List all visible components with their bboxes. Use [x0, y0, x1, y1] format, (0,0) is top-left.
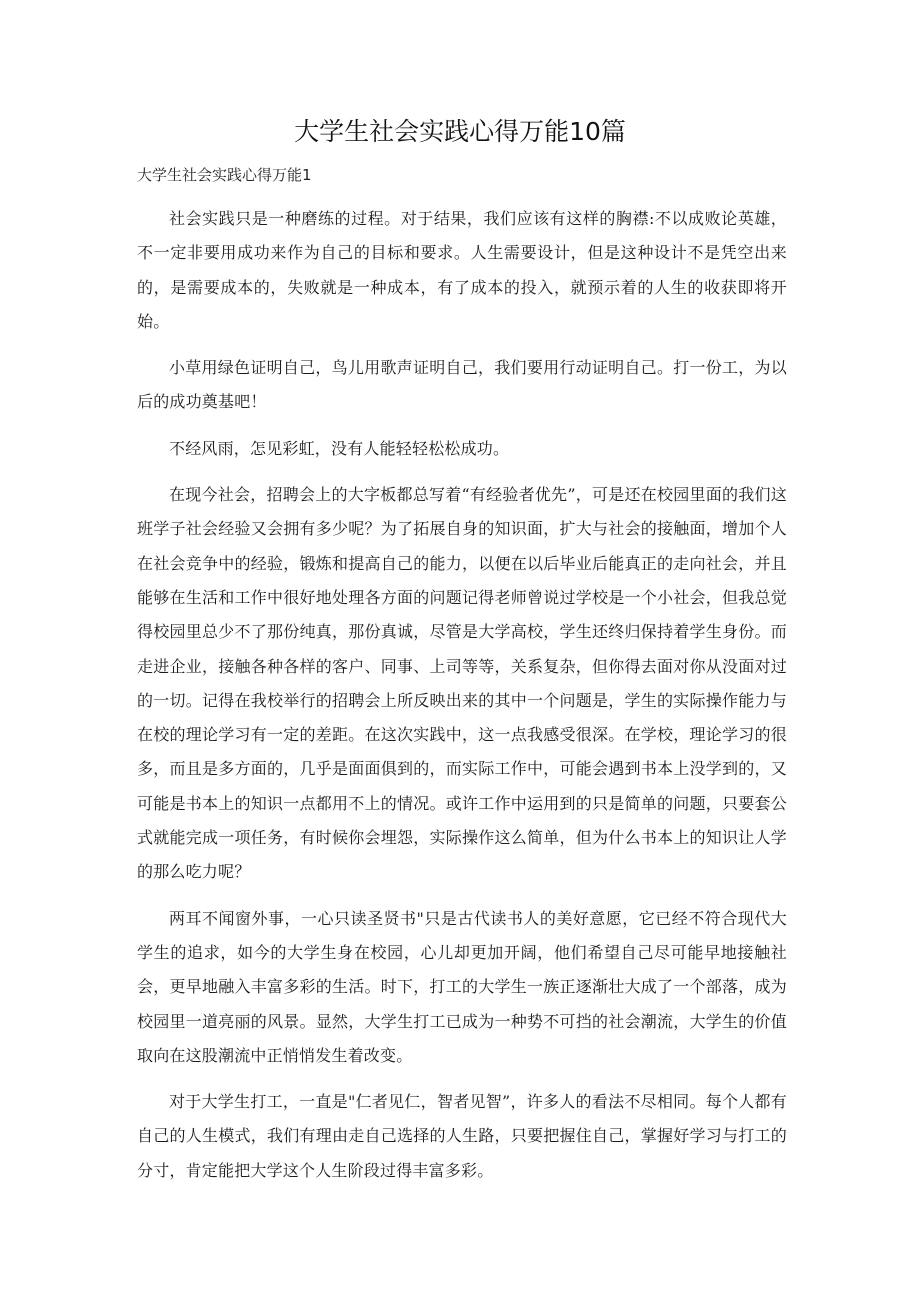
document-title: 大学生社会实践心得万能10篇 [294, 117, 626, 146]
document-body [137, 160, 787, 1200]
paragraph-4: 在现今社会，招聘会上的大字板都总写着“有经验者优先”，可是还在校园里面的我们这班学子社会经验又会拥有多少呢？为了拓展自身的知识面，扩大与社会的接触面，增加个人在社会竞争中的经验，锻炼和提高自己的能力，以便在以后毕业后能真正的走向社会，并且能够在生活和工作中很好地处理各方面的问题记得老师曾说过学校是一个小社会，但我总觉得校园里总少不了那份纯真，那份真诚，尽管是大学高校，学生还终归保持着学生身份。而走进企业，接触各种各样的客户、同事、上司等等，关系复杂，但你得去面对你从没面对过的一切。记得在我校举行的招聘会上所反映出来的其中一个问题是，学生的实际操作能力与在校的理论学习有一定的差距。在这次实践中，这一点我感受很深。在学校，理论学习的很多，而且是多方面的，几乎是面面俱到的，而实际工作中，可能会遇到书本上没学到的，又可能是书本上的知识一点都用不上的情况。或许工作中运用到的只是简单的问题，只要套公式就能完成一项任务，有时候你会埋怨，实际操作这么简单，但为什么书本上的知识让人学的那么吃力呢？ [137, 485, 787, 882]
paragraph-3: 不经风雨，怎见彩虹，没有人能轻轻松松成功。 [169, 438, 510, 458]
paragraph-1: 社会实践只是一种磨练的过程。对于结果，我们应该有这样的胸襟:不以成败论英雄，不一定非要用成功来作为自己的目标和要求。人生需要设计，但是这种设计不是凭空出来的，是需要成本的，失败就是一种成本，有了成本的投入，就预示着的人生的收获即将开始。 [137, 209, 787, 331]
paragraph-6: 对于大学生打工，一直是"仁者见仁，智者见智”，许多人的看法不尽相同。每个人都有自己的人生模式，我们有理由走自己选择的人生路，只要把握住自己，掌握好学习与打工的分寸，肯定能把大学这个人生阶段过得丰富多彩。 [137, 1092, 787, 1180]
paragraph-5: 两耳不闻窗外事，一心只读圣贤书"只是古代读书人的美好意愿，它已经不符合现代大学生的追求，如今的大学生身在校园，心儿却更加开阔，他们希望自己尽可能早地接触社会，更早地融入丰富多彩的生活。时下，打工的大学生一族正逐渐壮大成了一个部落，成为校园里一道亮丽的风景。显然，大学生打工已成为一种势不可挡的社会潮流，大学生的价值取向在这股潮流中正悄悄发生着改变。 [137, 908, 787, 1065]
section-heading: 大学生社会实践心得万能1 [137, 166, 312, 184]
paragraph-2: 小草用绿色证明自己，鸟儿用歌声证明自己，我们要用行动证明自己。打一份工，为以后的成功奠基吧！ [137, 358, 787, 412]
